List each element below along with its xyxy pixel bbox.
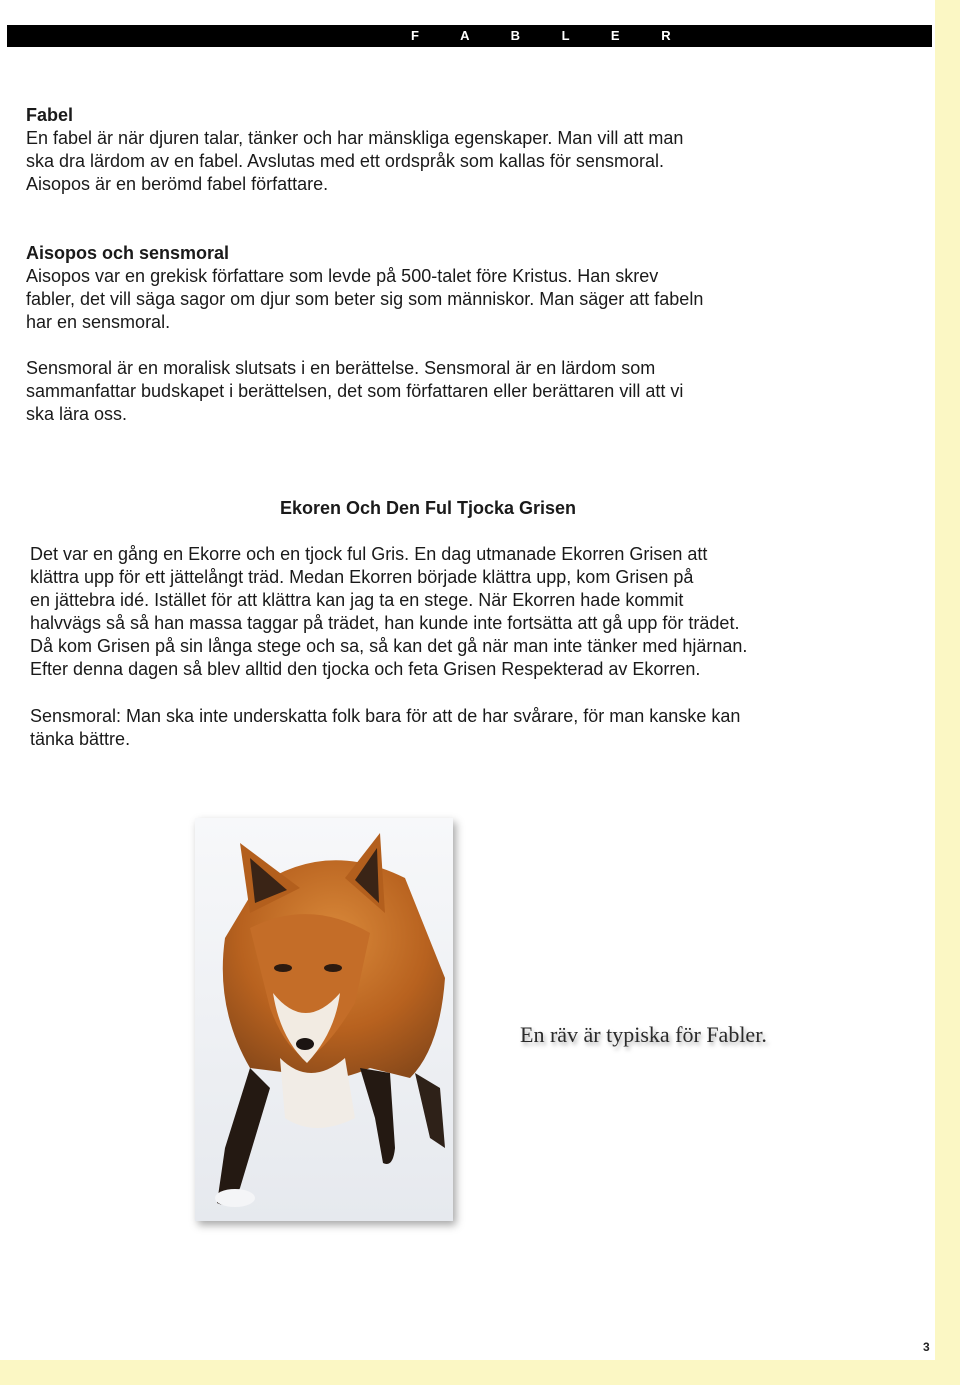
intro-section bbox=[26, 104, 826, 196]
intro-line: En fabel är när djuren talar, tänker och har mänskliga egenskaper. Man vill att man bbox=[26, 128, 684, 148]
moral-line: tänka bättre. bbox=[30, 729, 131, 749]
header-title: F A B L E R bbox=[411, 28, 690, 43]
story-body bbox=[30, 543, 830, 681]
header-bar bbox=[7, 25, 932, 47]
sensmoral-line: sammanfattar budskapet i berättelsen, det som författaren eller berättaren vill att vi bbox=[26, 381, 684, 401]
aisopos-heading: Aisopos och sensmoral bbox=[26, 243, 230, 263]
aisopos-line: har en sensmoral. bbox=[26, 312, 171, 332]
story-line: Det var en gång en Ekorre och en tjock ful Gris. En dag utmanade Ekorren Grisen att bbox=[30, 544, 708, 564]
page-number: 3 bbox=[923, 1340, 930, 1354]
story-line: Då kom Grisen på sin långa stege och sa, så kan det gå när man inte tänker med hjärnan. bbox=[30, 636, 748, 656]
sensmoral-definition bbox=[26, 357, 826, 426]
fox-photo bbox=[195, 818, 453, 1221]
intro-line: Aisopos är en berömd fabel författare. bbox=[26, 174, 329, 194]
figure-caption: En räv är typiska för Fabler. bbox=[520, 1022, 767, 1047]
story-line: klättra upp för ett jättelångt träd. Medan Ekorren började klättra upp, kom Grisen på bbox=[30, 567, 694, 587]
fox-illustration bbox=[195, 818, 453, 1221]
sensmoral-line: ska lära oss. bbox=[26, 404, 128, 424]
moral-line: Sensmoral: Man ska inte underskatta folk bara för att de har svårare, för man kanske kan bbox=[30, 706, 741, 726]
aisopos-line: Aisopos var en grekisk författare som levde på 500-talet före Kristus. Han skrev bbox=[26, 266, 659, 286]
story-title: Ekoren Och Den Ful Tjocka Grisen bbox=[279, 498, 577, 518]
aisopos-line: fabler, det vill säga sagor om djur som beter sig som människor. Man säger att fabeln bbox=[26, 289, 704, 309]
story-line: en jättebra idé. Istället för att klättra kan jag ta en stege. När Ekorren hade kommit bbox=[30, 590, 684, 610]
intro-line: ska dra lärdom av en fabel. Avslutas med ett ordspråk som kallas för sensmoral. bbox=[26, 151, 664, 171]
story-moral bbox=[30, 705, 830, 751]
story-line: Efter denna dagen så blev alltid den tjocka och feta Grisen Respekterad av Ekorren. bbox=[30, 659, 701, 679]
aisopos-section bbox=[26, 242, 826, 334]
intro-heading: Fabel bbox=[26, 105, 74, 125]
sensmoral-line: Sensmoral är en moralisk slutsats i en berättelse. Sensmoral är en lärdom som bbox=[26, 358, 656, 378]
bottom-margin-strip bbox=[0, 1360, 960, 1385]
right-margin-strip bbox=[935, 0, 960, 1385]
story-line: halvvägs så så han massa taggar på trädet, han kunde inte fortsätta att gå upp för trädet. bbox=[30, 613, 740, 633]
